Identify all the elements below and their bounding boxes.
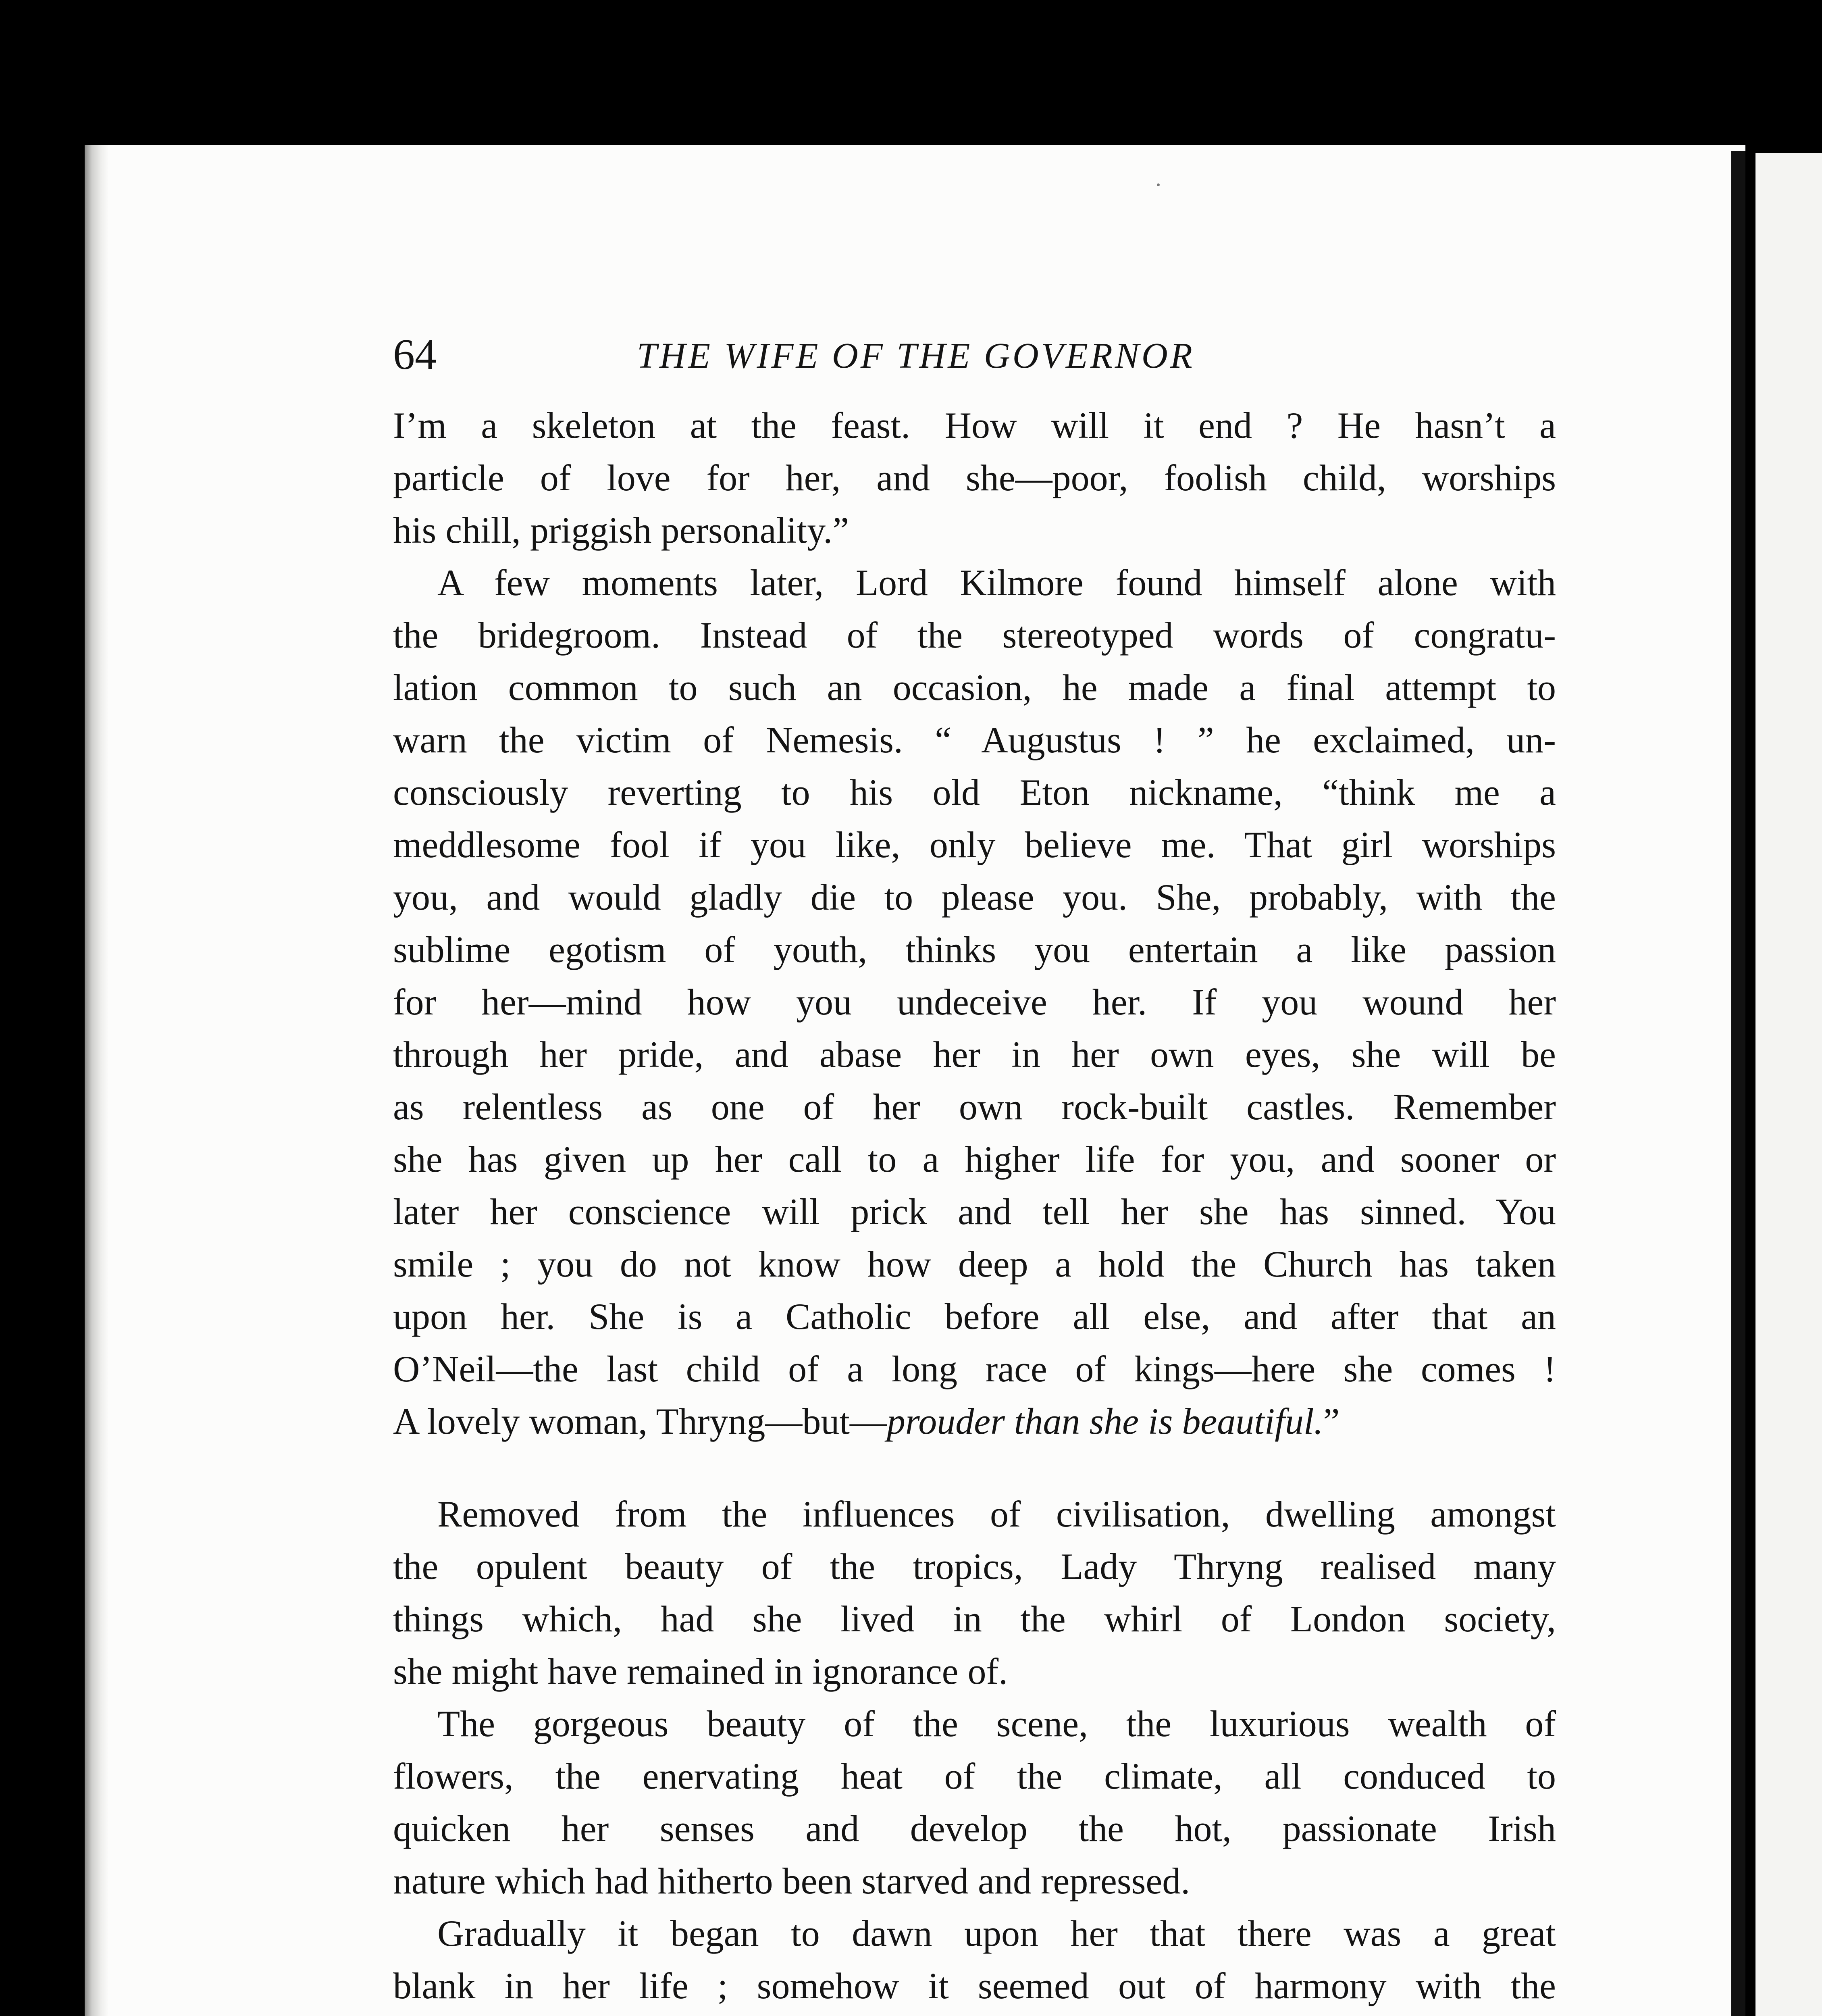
text-line: his chill, priggish personality.”: [393, 510, 849, 551]
text-line: as relentless as one of her own rock-built castles. Remember: [393, 1086, 1556, 1127]
text-line-lead: A lovely woman, Thryng—but—: [393, 1401, 887, 1442]
text-line: later her conscience will prick and tell her she has sinned. You: [393, 1191, 1556, 1232]
text-line: I’m a skeleton at the feast. How will it end ? He hasn’t a: [393, 405, 1556, 446]
page-gutter-shadow: [85, 145, 109, 2016]
text-line: flowers, the enervating heat of the climate, all conduced to: [393, 1756, 1556, 1797]
page-number: 64: [393, 331, 437, 379]
text-line: for her—mind how you undeceive her. If you wound her: [393, 981, 1556, 1023]
text-line: The gorgeous beauty of the scene, the luxurious wealth of: [437, 1703, 1556, 1744]
facing-page-edge: [1755, 153, 1822, 2016]
text-line: lation common to such an occasion, he made a final attempt to: [393, 667, 1556, 708]
text-line: meddlesome fool if you like, only believe me. That girl worships: [393, 824, 1556, 865]
text-line: quicken her senses and develop the hot, passionate Irish: [393, 1808, 1556, 1849]
text-line: you, and would gladly die to please you. She, probably, with the: [393, 877, 1556, 918]
text-line: the bridegroom. Instead of the stereotyped words of congratu-: [393, 614, 1556, 656]
text-line: sublime egotism of youth, thinks you entertain a like passion: [393, 929, 1556, 970]
text-line: the opulent beauty of the tropics, Lady Thryng realised many: [393, 1546, 1556, 1587]
page-edge: [1731, 151, 1745, 2016]
book-title: THE WIFE OF THE GOVERNOR: [637, 336, 1195, 376]
text-line: nature which had hitherto been starved and repressed.: [393, 1860, 1190, 1901]
text-line: [393, 2014, 1556, 2016]
text-line: A few moments later, Lord Kilmore found himself alone with: [437, 562, 1556, 603]
text-line: [393, 1397, 1556, 1445]
running-head: [393, 331, 1550, 379]
text-line: consciously reverting to his old Eton nickname, “think me a: [393, 772, 1556, 813]
text-line: Removed from the influences of civilisation, dwelling amongst: [437, 1493, 1556, 1535]
text-line: O’Neil—the last child of a long race of kings—here she comes !: [393, 1348, 1556, 1389]
text-line: upon her. She is a Catholic before all else, and after that an: [393, 1296, 1556, 1337]
text-line: Gradually it began to dawn upon her that there was a great: [437, 1913, 1556, 1954]
italic-phrase: prouder than she is beautiful.: [886, 1401, 1323, 1442]
text-line: blank in her life ; somehow it seemed out of harmony with the: [393, 1965, 1556, 2006]
text-line: smile ; you do not know how deep a hold the Church has taken: [393, 1243, 1556, 1285]
text-line: she might have remained in ignorance of.: [393, 1651, 1008, 1692]
text-line: warn the victim of Nemesis. “ Augustus ! ” he exclaimed, un-: [393, 719, 1556, 760]
text-line: through her pride, and abase her in her own eyes, she will be: [393, 1034, 1556, 1075]
text-line: particle of love for her, and she—poor, foolish child, worships: [393, 457, 1556, 498]
closing-quote: ”: [1323, 1401, 1340, 1442]
text-line: things which, had she lived in the whirl of London society,: [393, 1598, 1556, 1639]
scan-speck: [1157, 183, 1160, 186]
text-line: she has given up her call to a higher life for you, and sooner or: [393, 1139, 1556, 1180]
